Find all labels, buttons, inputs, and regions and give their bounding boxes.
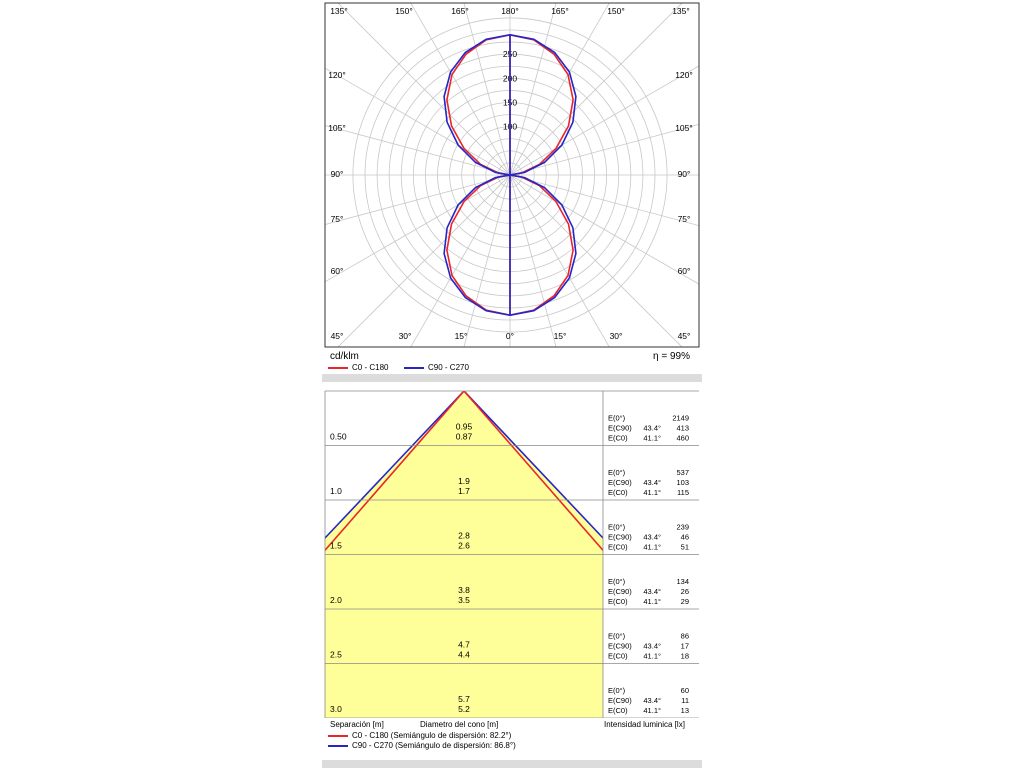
c90-angle: 43.4° xyxy=(643,423,661,433)
angle-label-bottom: 45° xyxy=(330,331,344,341)
angle-label-bottom: 30° xyxy=(398,331,412,341)
e0-label: E(0°) xyxy=(608,468,626,477)
polar-diagram-panel xyxy=(322,0,702,382)
separation-value: 1.5 xyxy=(330,540,342,551)
e90-label: E(C90) xyxy=(608,587,632,596)
angle-label-top: 135° xyxy=(330,6,348,16)
e0-value: 537 xyxy=(676,468,689,477)
cone-legend-c0 xyxy=(328,731,511,740)
cone-diameter-c0: 1.7 xyxy=(458,486,470,496)
cone-diameter-c90: 5.7 xyxy=(458,694,470,704)
polar-grid-ray xyxy=(322,0,510,175)
col-header-diameter: Diametro del cono [m] xyxy=(420,720,499,729)
radial-tick-label: 200 xyxy=(502,73,518,84)
separation-value: 1.0 xyxy=(330,486,342,496)
angle-label-left: 75° xyxy=(330,214,344,224)
legend-c0 xyxy=(328,363,388,372)
cone-diameter-c90: 1.9 xyxy=(458,476,470,486)
c0-angle: 41.1° xyxy=(643,597,661,606)
c90-angle: 43.4° xyxy=(643,532,661,542)
cone-legend-label-c90: C90 - C270 (Semiángulo de dispersión: 86.8°) xyxy=(352,741,516,750)
separation-value: 2.0 xyxy=(330,595,342,605)
e90-label: E(C90) xyxy=(608,696,632,705)
e0-value: 239 xyxy=(676,522,689,532)
e0-label: E(0°) xyxy=(608,413,626,423)
e0-value: 60 xyxy=(680,686,689,695)
cone-diameter-c0: 5.2 xyxy=(458,704,470,714)
divider-bar xyxy=(322,374,702,382)
c90-angle: 43.4° xyxy=(643,641,661,651)
cone-diameter-c0: 4.4 xyxy=(458,649,470,660)
col-header-intensity: Intensidad luminica [lx] xyxy=(604,720,685,729)
ec0-value: 29 xyxy=(680,597,689,606)
e90-value: 103 xyxy=(676,478,689,487)
c90-angle: 43.4° xyxy=(643,587,661,596)
e90-value: 26 xyxy=(680,587,689,596)
legend-label-c90: C90 - C270 xyxy=(428,363,469,372)
radial-tick-label: 250 xyxy=(502,49,518,60)
cone-diameter-c90: 2.8 xyxy=(458,530,470,541)
angle-label-bottom: 0° xyxy=(505,331,515,341)
cone-legend-c90 xyxy=(328,741,516,750)
e0-label: E(0°) xyxy=(608,577,626,586)
angle-label-bottom: 30° xyxy=(609,331,623,341)
c0-angle: 41.1° xyxy=(643,542,661,552)
ec0-value: 460 xyxy=(676,433,689,443)
legend-c90 xyxy=(404,363,469,372)
e90-label: E(C90) xyxy=(608,423,632,433)
ec0-label: E(C0) xyxy=(608,597,628,606)
e0-value: 2149 xyxy=(672,413,689,423)
c90-angle: 43.4° xyxy=(643,478,661,487)
polar-grid-ray xyxy=(355,0,510,175)
polar-chart xyxy=(322,0,702,382)
e90-label: E(C90) xyxy=(608,478,632,487)
polar-grid-ray xyxy=(510,175,665,382)
polar-grid-ray xyxy=(510,0,702,175)
cone-diameter-c0: 0.87 xyxy=(455,431,473,442)
radial-tick-label: 100 xyxy=(502,121,518,132)
cone-diameter-c90: 4.7 xyxy=(458,639,470,650)
polar-grid-ray xyxy=(322,0,510,175)
unit-label: cd/klm xyxy=(330,351,359,362)
angle-label-top: 135° xyxy=(672,6,690,16)
angle-label-bottom: 15° xyxy=(553,331,567,341)
e90-value: 11 xyxy=(681,696,689,705)
cone-diagram-panel xyxy=(322,388,702,768)
e0-label: E(0°) xyxy=(608,631,626,641)
cone-legend-swatch-blue xyxy=(328,745,348,747)
c90-angle: 43.4° xyxy=(643,696,661,705)
angle-label-top: 150° xyxy=(607,6,625,16)
angle-label-right: 105° xyxy=(675,123,693,133)
c0-angle: 41.1° xyxy=(643,488,661,497)
cone-legend-swatch-red xyxy=(328,735,348,737)
ec0-label: E(C0) xyxy=(608,651,628,661)
e90-value: 17 xyxy=(680,641,689,651)
angle-label-bottom: 45° xyxy=(677,331,691,341)
angle-label-right: 90° xyxy=(677,169,691,179)
e90-label: E(C90) xyxy=(608,532,632,542)
cone-diameter-c90: 3.8 xyxy=(458,585,470,595)
c0-angle: 41.1° xyxy=(643,433,661,443)
angle-label-left: 105° xyxy=(328,123,346,133)
radial-tick-label: 150 xyxy=(502,97,518,108)
bottom-bar xyxy=(322,760,702,768)
col-header-separation: Separación [m] xyxy=(330,720,384,729)
ec0-value: 13 xyxy=(680,706,689,715)
angle-label-right: 75° xyxy=(677,214,691,224)
angle-label-left: 60° xyxy=(330,266,344,276)
angle-label-left: 120° xyxy=(328,70,346,80)
ec0-label: E(C0) xyxy=(608,542,628,552)
e0-label: E(0°) xyxy=(608,522,626,532)
separation-value: 0.50 xyxy=(330,431,347,442)
legend-swatch-blue xyxy=(404,367,424,369)
polar-grid-ray xyxy=(510,0,665,175)
polar-grid-ray xyxy=(510,0,702,175)
legend-label-c0: C0 - C180 xyxy=(352,363,389,372)
separation-value: 3.0 xyxy=(330,704,342,714)
polar-grid-ray xyxy=(510,0,702,175)
cone-diameter-c90: 0.95 xyxy=(455,421,473,432)
polar-grid-ray xyxy=(355,175,510,382)
legend-swatch-red xyxy=(328,367,348,369)
cone-diameter-c0: 2.6 xyxy=(458,540,470,551)
angle-label-top: 165° xyxy=(551,6,569,16)
angle-label-bottom: 15° xyxy=(454,331,468,341)
e0-value: 86 xyxy=(680,631,689,641)
ec0-label: E(C0) xyxy=(608,706,628,715)
ec0-value: 115 xyxy=(677,488,689,497)
cone-chart xyxy=(322,388,702,718)
angle-label-right: 60° xyxy=(677,266,691,276)
angle-label-top: 150° xyxy=(395,6,413,16)
cone-diameter-c0: 3.5 xyxy=(458,595,470,605)
polar-grid-ray xyxy=(322,0,510,175)
angle-label-right: 120° xyxy=(675,70,693,80)
separation-value: 2.5 xyxy=(330,649,342,660)
e90-value: 46 xyxy=(680,532,689,542)
e0-value: 134 xyxy=(676,577,689,586)
ec0-value: 51 xyxy=(680,542,689,552)
ec0-label: E(C0) xyxy=(608,488,628,497)
ec0-value: 18 xyxy=(680,651,689,661)
angle-label-top: 165° xyxy=(451,6,469,16)
e90-value: 413 xyxy=(676,423,689,433)
c0-angle: 41.1° xyxy=(643,706,661,715)
e0-label: E(0°) xyxy=(608,686,626,695)
cone-legend-label-c0: C0 - C180 (Semiángulo de dispersión: 82.2°) xyxy=(352,731,512,740)
angle-label-top: 180° xyxy=(501,6,519,16)
ec0-label: E(C0) xyxy=(608,433,628,443)
c0-angle: 41.1° xyxy=(643,651,661,661)
angle-label-left: 90° xyxy=(330,169,344,179)
e90-label: E(C90) xyxy=(608,641,632,651)
efficiency-label: η = 99% xyxy=(653,351,690,362)
